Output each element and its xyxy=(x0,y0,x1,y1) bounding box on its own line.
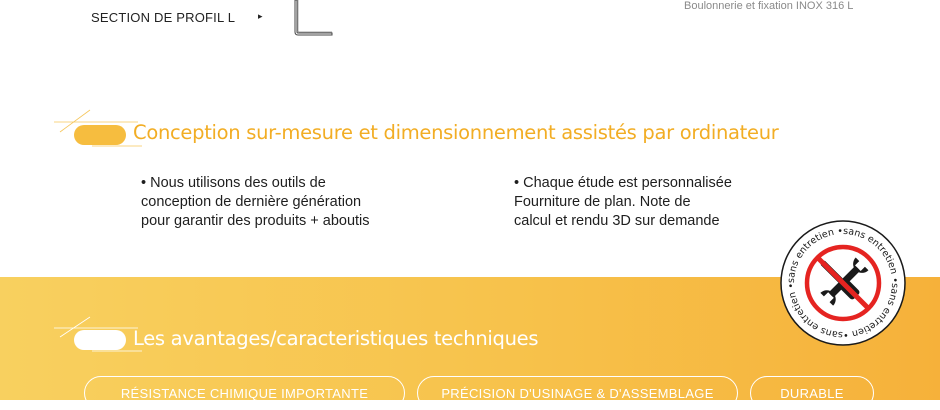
bullet-line: pour garantir des produits + aboutis xyxy=(141,213,370,229)
bullet-line: Fourniture de plan. Note de xyxy=(514,194,691,210)
hardware-note: Boulonnerie et fixation INOX 316 L xyxy=(684,0,854,12)
badge-durable: DURABLE xyxy=(750,376,874,410)
bullet-line: calcul et rendu 3D sur demande xyxy=(514,213,720,229)
play-arrow-icon: ▸ xyxy=(258,11,263,21)
stamp-ring-text: sans entretien •sans entretien •sans entretien •sans entretien • xyxy=(785,225,901,341)
advantages-heading: Les avantages/caracteristiques techniques xyxy=(133,327,539,350)
conception-bullet-right xyxy=(514,174,732,231)
conception-bullet-left xyxy=(141,174,370,231)
l-profile-icon xyxy=(286,0,336,40)
no-maintenance-tools-icon xyxy=(807,247,879,319)
no-maintenance-stamp xyxy=(780,220,906,346)
bullet-line: • Chaque étude est personnalisée xyxy=(514,175,732,191)
section-profile-label: SECTION DE PROFIL L xyxy=(91,10,236,25)
conception-heading: Conception sur-mesure et dimensionnement assistés par ordinateur xyxy=(133,121,779,144)
badge-chemical-resistance: RÉSISTANCE CHIMIQUE IMPORTANTE xyxy=(84,376,405,410)
badge-machining-precision: PRÉCISION D'USINAGE & D'ASSEMBLAGE xyxy=(417,376,738,410)
bullet-line: conception de dernière génération xyxy=(141,194,362,210)
bullet-line: • Nous utilisons des outils de xyxy=(141,175,326,191)
